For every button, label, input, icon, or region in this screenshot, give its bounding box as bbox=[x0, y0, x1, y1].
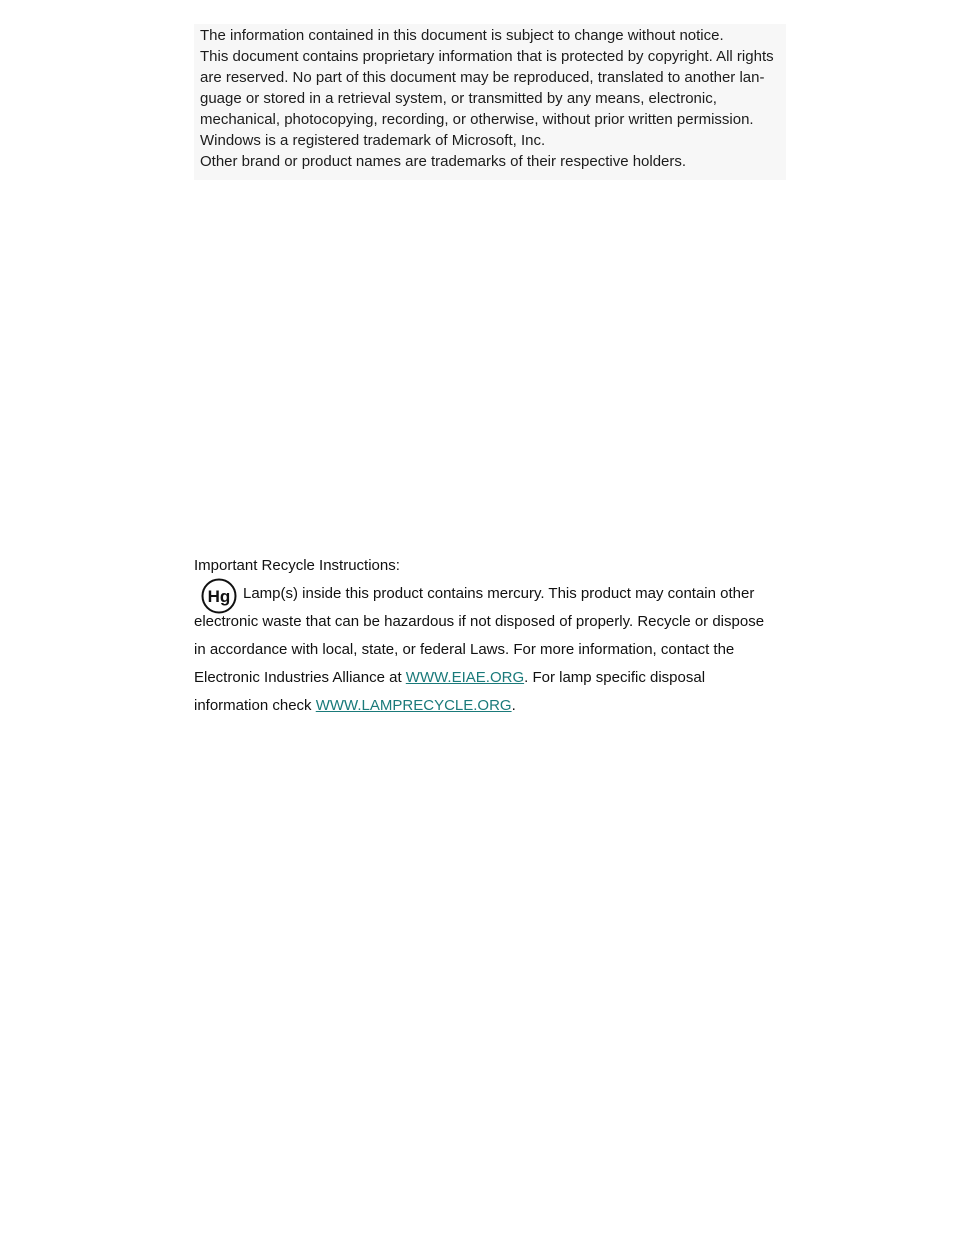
recycle-line-5-prefix: information check bbox=[194, 697, 316, 714]
recycle-heading: Important Recycle Instructions: bbox=[194, 557, 400, 574]
notice-line-7: Other brand or product names are trademarks of their respective holders. bbox=[200, 153, 687, 170]
hg-icon-label: Hg bbox=[207, 587, 231, 606]
recycle-line-1: Lamp(s) inside this product contains mercury. This product may contain other bbox=[243, 585, 755, 602]
notice-line-1: The information contained in this document is subject to change without notice. bbox=[200, 27, 724, 44]
notice-line-2: This document contains proprietary information that is protected by copyright. All rights bbox=[200, 48, 774, 65]
recycle-line-5 bbox=[194, 695, 516, 716]
recycle-line-5-suffix: . bbox=[511, 697, 516, 714]
recycle-line-2: electronic waste that can be hazardous if not disposed of properly. Recycle or dispose bbox=[194, 613, 765, 630]
notice-line-3: are reserved. No part of this document may be reproduced, translated to another lan- bbox=[200, 69, 765, 86]
notice-line-4: guage or stored in a retrieval system, or transmitted by any means, electronic, bbox=[200, 90, 717, 107]
notice-line-5: mechanical, photocopying, recording, or otherwise, without prior written permission. bbox=[200, 111, 754, 128]
recycle-line-4-prefix: Electronic Industries Alliance at bbox=[194, 669, 406, 686]
eiae-link[interactable]: WWW.EIAE.ORG bbox=[405, 669, 525, 686]
recycle-line-4-suffix: . For lamp specific disposal bbox=[524, 669, 706, 686]
recycle-line-3: in accordance with local, state, or federal Laws. For more information, contact the bbox=[194, 641, 735, 658]
recycle-line-4 bbox=[194, 667, 705, 688]
notice-line-6: Windows is a registered trademark of Microsoft, Inc. bbox=[200, 132, 546, 149]
copyright-notice-box bbox=[194, 24, 786, 180]
mercury-hg-icon bbox=[201, 578, 237, 614]
lamprecycle-link[interactable]: WWW.LAMPRECYCLE.ORG bbox=[315, 697, 512, 714]
